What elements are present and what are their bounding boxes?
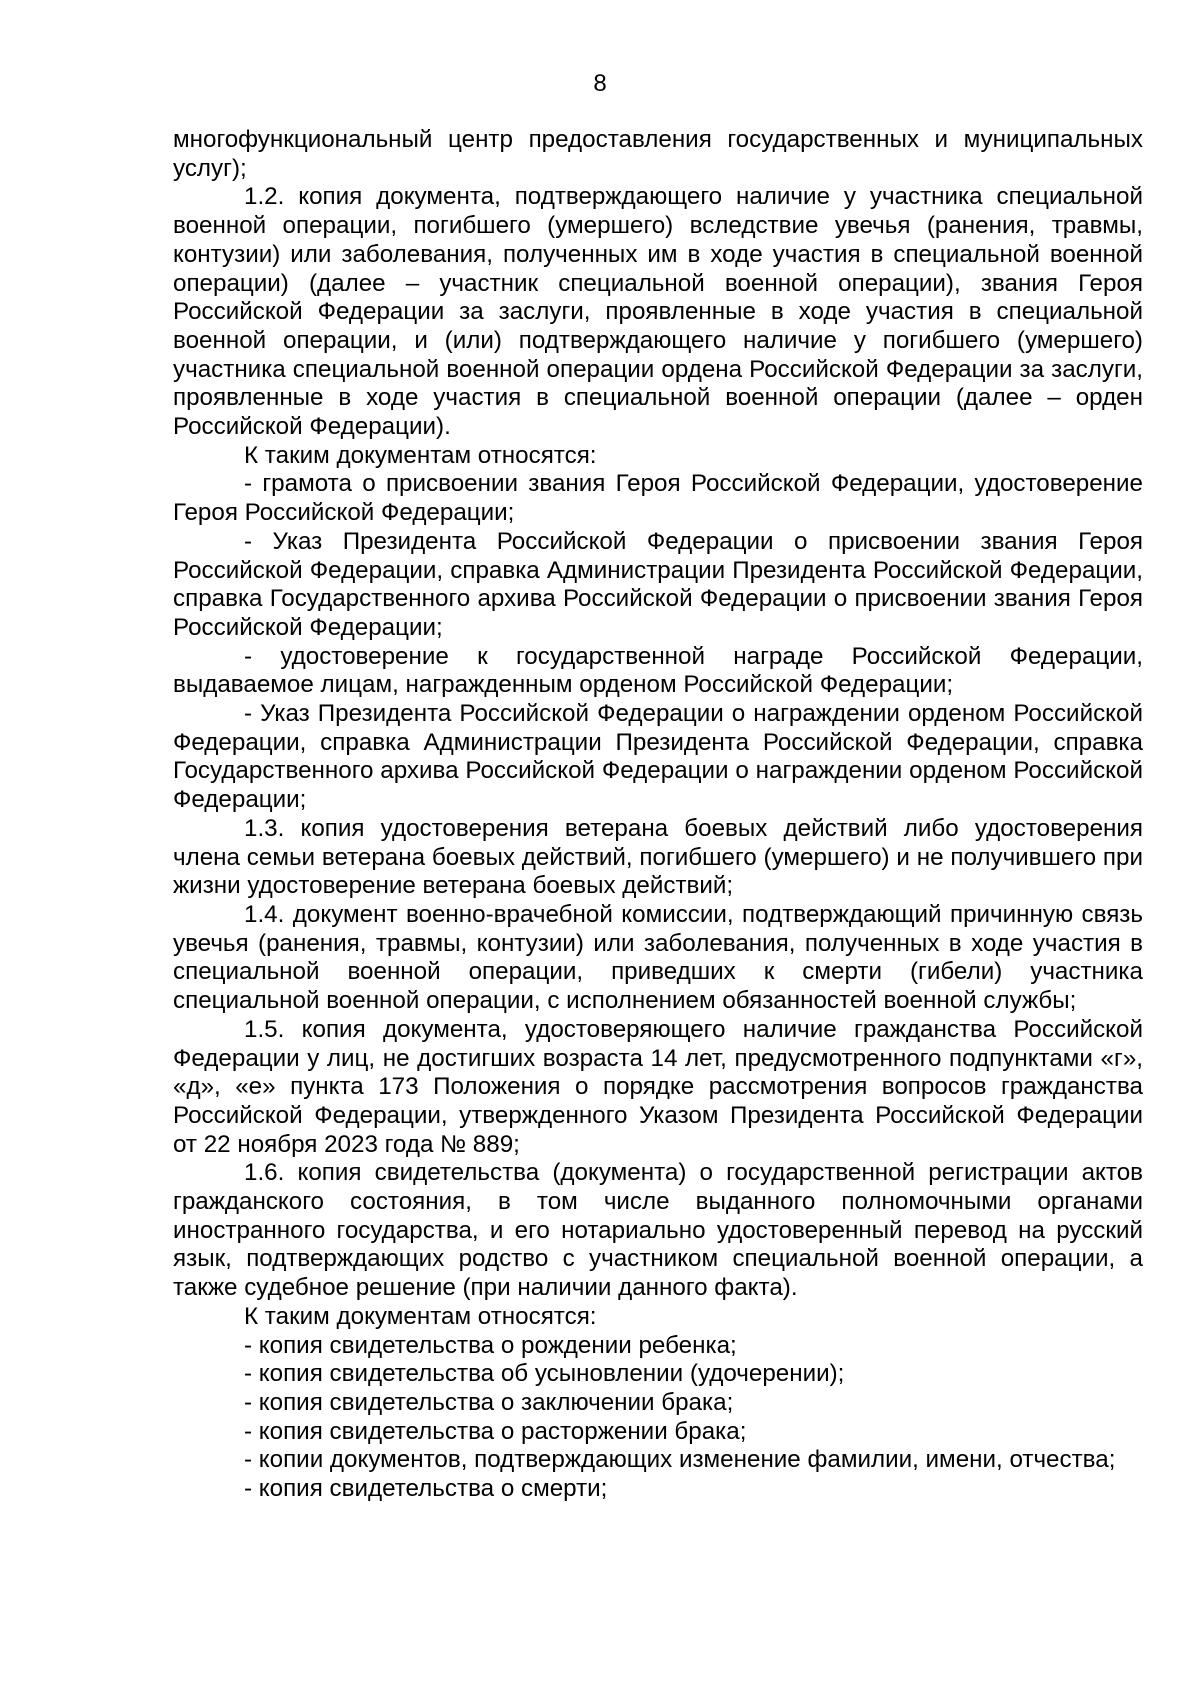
paragraph-1-5: 1.5. копия документа, удостоверяющего наличие гражданства Российской Федерации у лиц, не достигших возраста 14 лет, предусмотренного подпунктами «г», «д», «е» пункта 173 Положения о порядке рассмотрения вопросов гражданства Российской Федерации, утвержденного Указом Президента Российской Федерации от 22 ноября 2023 года № 889; <box>173 1015 1143 1158</box>
list-item-hero-certificate: - грамота о присвоении звания Героя Российской Федерации, удостоверение Героя Российской Федерации; <box>173 470 1143 527</box>
list-item-order-decree: - Указ Президента Российской Федерации о награждении орденом Российской Федерации, справка Администрации Президента Российской Федерации, справка Государственного архива Российской Федерации о награждении орденом Российской Федерации; <box>173 700 1143 814</box>
paragraph-1-3: 1.3. копия удостоверения ветерана боевых действий либо удостоверения члена семьи ветерана боевых действий, погибшего (умершего) и не получившего при жизни удостоверение ветерана боевых действий; <box>173 814 1143 900</box>
list-item-name-change-documents: - копии документов, подтверждающих изменение фамилии, имени, отчества; <box>244 1446 1116 1474</box>
page-number: 8 <box>593 70 607 97</box>
paragraph-documents-intro-2: К таким документам относятся: <box>244 1302 597 1330</box>
list-item-award-certificate: - удостоверение к государственной награде Российской Федерации, выдаваемое лицам, награжденным орденом Российской Федерации; <box>173 642 1143 699</box>
list-item-hero-decree: - Указ Президента Российской Федерации о присвоении звания Героя Российской Федерации, справка Администрации Президента Российской Федерации, справка Государственного архива Российской Федерации о присвоении звания Героя Российской Федерации; <box>173 527 1143 641</box>
paragraph-1-4: 1.4. документ военно-врачебной комиссии, подтверждающий причинную связь увечья (ранения, травмы, контузии) или заболевания, полученных в ходе участия в специальной военной операции, приведших к смерти (гибели) участника специальной военной операции, с исполнением обязанностей военной службы; <box>173 900 1143 1015</box>
list-item-divorce-certificate: - копия свидетельства о расторжении брака; <box>244 1417 747 1445</box>
list-item-adoption-certificate: - копия свидетельства об усыновлении (удочерении); <box>244 1360 845 1388</box>
list-item-marriage-certificate: - копия свидетельства о заключении брака; <box>244 1388 734 1416</box>
list-item-birth-certificate: - копия свидетельства о рождении ребенка; <box>244 1331 737 1359</box>
paragraph-documents-intro: К таким документам относятся: <box>244 441 597 469</box>
paragraph-1-6: 1.6. копия свидетельства (документа) о государственной регистрации актов гражданского состояния, в том числе выданного полномочными органами иностранного государства, и его нотариально удостоверенный перевод на русский язык, подтверждающих родство с участником специальной военной операции, а также судебное решение (при наличии данного факта). <box>173 1159 1143 1302</box>
paragraph-1-2: 1.2. копия документа, подтверждающего наличие у участника специальной военной операции, погибшего (умершего) вследствие увечья (ранения, травмы, контузии) или заболевания, полученных им в ходе участия в специальной военной операции) (далее – участник специальной военной операции), звания Героя Российской Федерации за заслуги, проявленные в ходе участия в специальной военной операции, и (или) подтверждающего наличие у погибшего (умершего) участника специальной военной операции ордена Российской Федерации за заслуги, проявленные в ходе участия в специальной военной операции (далее – орден Российской Федерации). <box>173 183 1143 441</box>
document-body <box>173 126 1143 1504</box>
list-item-death-certificate: - копия свидетельства о смерти; <box>244 1475 608 1503</box>
paragraph-services-end: многофункциональный центр предоставления государственных и муниципальных услуг); <box>173 126 1143 182</box>
